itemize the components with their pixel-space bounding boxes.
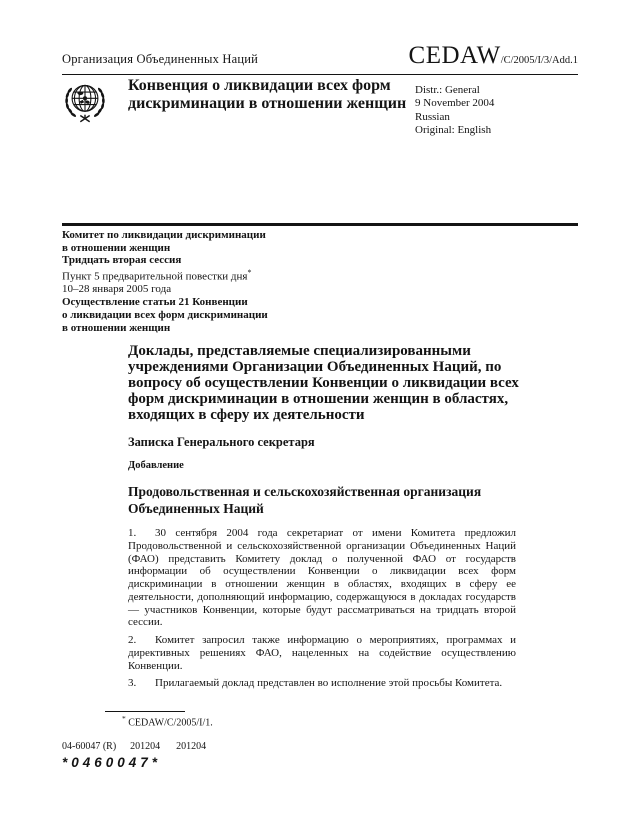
- note-by-secretary-general: Записка Генерального секретаря: [128, 435, 315, 449]
- un-emblem-icon: [60, 78, 110, 128]
- body-paragraphs: [128, 527, 516, 695]
- session-dates: 10–28 января 2005 года: [62, 283, 172, 296]
- footer-date: 201204: [176, 741, 207, 752]
- header-rule: [62, 74, 578, 75]
- implementation-line: Осуществление статьи 21 Конвенции: [62, 296, 248, 309]
- distr-line: Original: English: [415, 123, 492, 136]
- session-label: Тридцать вторая сессия: [62, 254, 182, 267]
- implementation-line: о ликвидации всех форм дискриминации: [62, 308, 268, 321]
- document-id-line: [62, 741, 206, 752]
- agenda-item-line: Пункт 5 предварительной повестки дня*: [62, 268, 252, 283]
- distr-line: 9 November 2004: [415, 97, 495, 110]
- footer-date: 201204: [130, 741, 161, 752]
- job-number: 04-60047 (R): [62, 741, 117, 752]
- fao-section-heading: Продовольственная и сельскохозяйственная организация Объединенных Наций: [128, 484, 482, 516]
- footnote-rule: [105, 711, 185, 712]
- distr-line: Distr.: General: [415, 84, 480, 96]
- addendum-label: Добавление: [128, 460, 184, 471]
- document-symbol-main: CEDAW: [408, 42, 501, 69]
- paragraph-number: 3.: [128, 677, 137, 690]
- committee-block: [62, 229, 382, 334]
- document-symbol: [409, 42, 578, 70]
- committee-name-line: в отношении женщин: [62, 241, 171, 254]
- paragraph-text: Прилагаемый доклад представлен во исполнение этой просьбы Комитета.: [155, 677, 503, 690]
- distr-line: Russian: [415, 110, 450, 123]
- paragraph: [128, 527, 516, 629]
- org-name: Организация Объединенных Наций: [62, 52, 259, 66]
- barcode-text: *0460047*: [62, 755, 162, 770]
- document-title: Доклады, представляемые специализированными учреждениями Организации Объединенных Наций, по вопросу об осуществлении Конвенции о ликвидации всех форм дискриминации в отношении женщин в областях, входящих в сферу их деятельности: [128, 343, 519, 423]
- footnote-marker: *: [247, 268, 252, 278]
- paragraph: [128, 634, 516, 672]
- convention-title: Конвенция о ликвидации всех форм дискриминации в отношении женщин: [128, 77, 407, 112]
- implementation-line: в отношении женщин: [62, 321, 171, 334]
- footnote-marker: *: [122, 714, 126, 723]
- section-rule: [62, 223, 578, 226]
- document-symbol-suffix: /C/2005/I/3/Add.1: [500, 55, 578, 66]
- paragraph-number: 1.: [128, 527, 137, 539]
- distribution-block: [415, 84, 494, 137]
- paragraph-number: 2.: [128, 634, 137, 646]
- paragraph-text: Комитет запросил также информацию о мероприятиях, программах и директивных решениях ФАО, нацеленных на содействие осуществлению Конвенции.: [128, 634, 516, 672]
- footnote-text: CEDAW/C/2005/I/1.: [128, 717, 213, 729]
- paragraph: [128, 677, 516, 690]
- paragraph-text: 30 сентября 2004 года секретариат от имени Комитета предложил Продовольственной и сельскохозяйственной организации Объединенных Наций (ФАО) представить Комитету доклад о полученной ФАО от государств информации об осуществлении Конвенции о ликвидации всех форм дискриминации в отношении женщин в областях, входящих в сферу ее деятельности, дополняющий информацию, содержащуюся в докладах государств — участников Конвенции, которые будут рассматриваться на тридцать второй сессии.: [128, 527, 516, 629]
- footnote: [122, 714, 213, 728]
- committee-name-line: Комитет по ликвидации дискриминации: [62, 229, 266, 241]
